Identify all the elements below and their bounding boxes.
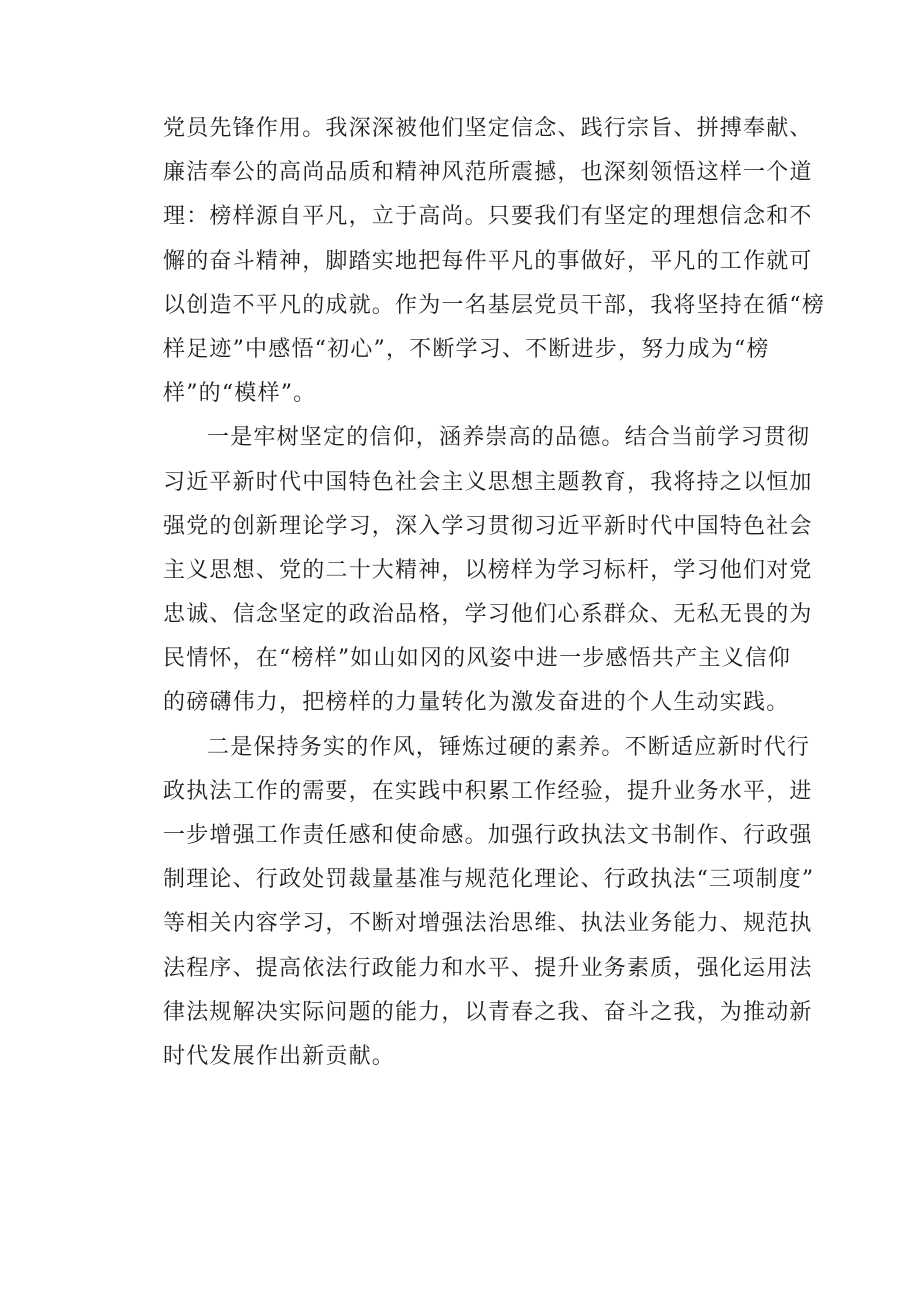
text-line: 理：榜样源自平凡，立于高尚。只要我们有坚定的理想信念和不 (163, 204, 813, 230)
text-line: 廉洁奉公的高尚品质和精神风范所震撼，也深刻领悟这样一个道 (163, 160, 813, 186)
paragraph-1 (163, 107, 826, 416)
text-line: 政执法工作的需要，在实践中积累工作经验，提升业务水平，进 (163, 778, 813, 804)
text-line: 法程序、提高依法行政能力和水平、提升业务素质，强化运用法 (163, 955, 813, 981)
text-line: 样足迹”中感悟“初心”，不断学习、不断进步，努力成为“榜 (163, 336, 770, 362)
text-line: 时代发展作出新贡献。 (163, 1043, 396, 1069)
text-line: 样”的“模样”。 (163, 381, 317, 407)
paragraph-3 (163, 726, 815, 1080)
text-line: 的磅礴伟力，把榜样的力量转化为激发奋进的个人生动实践。 (163, 690, 790, 716)
text-line: 制理论、行政处罚裁量基准与规范化理论、行政执法“三项制度” (163, 867, 815, 893)
text-line: 二是保持务实的作风，锤炼过硬的素养。不断适应新时代行 (207, 734, 811, 760)
text-line: 民情怀，在“榜样”如山如冈的风姿中进一步感悟共产主义信仰 (163, 646, 792, 672)
paragraph-2 (163, 416, 813, 725)
text-line: 以创造不平凡的成就。作为一名基层党员干部，我将坚持在循“榜 (163, 292, 826, 318)
text-line: 忠诚、信念坚定的政治品格，学习他们心系群众、无私无畏的为 (163, 602, 813, 628)
text-line: 一步增强工作责任感和使命感。加强行政执法文书制作、行政强 (163, 823, 813, 848)
text-line: 党员先锋作用。我深深被他们坚定信念、践行宗旨、拼搏奉献、 (163, 116, 813, 141)
text-line: 懈的奋斗精神，脚踏实地把每件平凡的事做好，平凡的工作就可 (163, 248, 813, 274)
text-line: 习近平新时代中国特色社会主义思想主题教育，我将持之以恒加 (163, 469, 813, 495)
text-line: 一是牢树坚定的信仰，涵养崇高的品德。结合当前学习贯彻 (207, 425, 811, 451)
text-line: 律法规解决实际问题的能力，以青春之我、奋斗之我，为推动新 (163, 999, 813, 1025)
text-line: 等相关内容学习，不断对增强法治思维、执法业务能力、规范执 (163, 911, 813, 937)
text-line: 强党的创新理论学习，深入学习贯彻习近平新时代中国特色社会 (163, 513, 813, 539)
text-line: 主义思想、党的二十大精神，以榜样为学习标杆，学习他们对党 (163, 557, 813, 583)
document-body (163, 107, 826, 1079)
